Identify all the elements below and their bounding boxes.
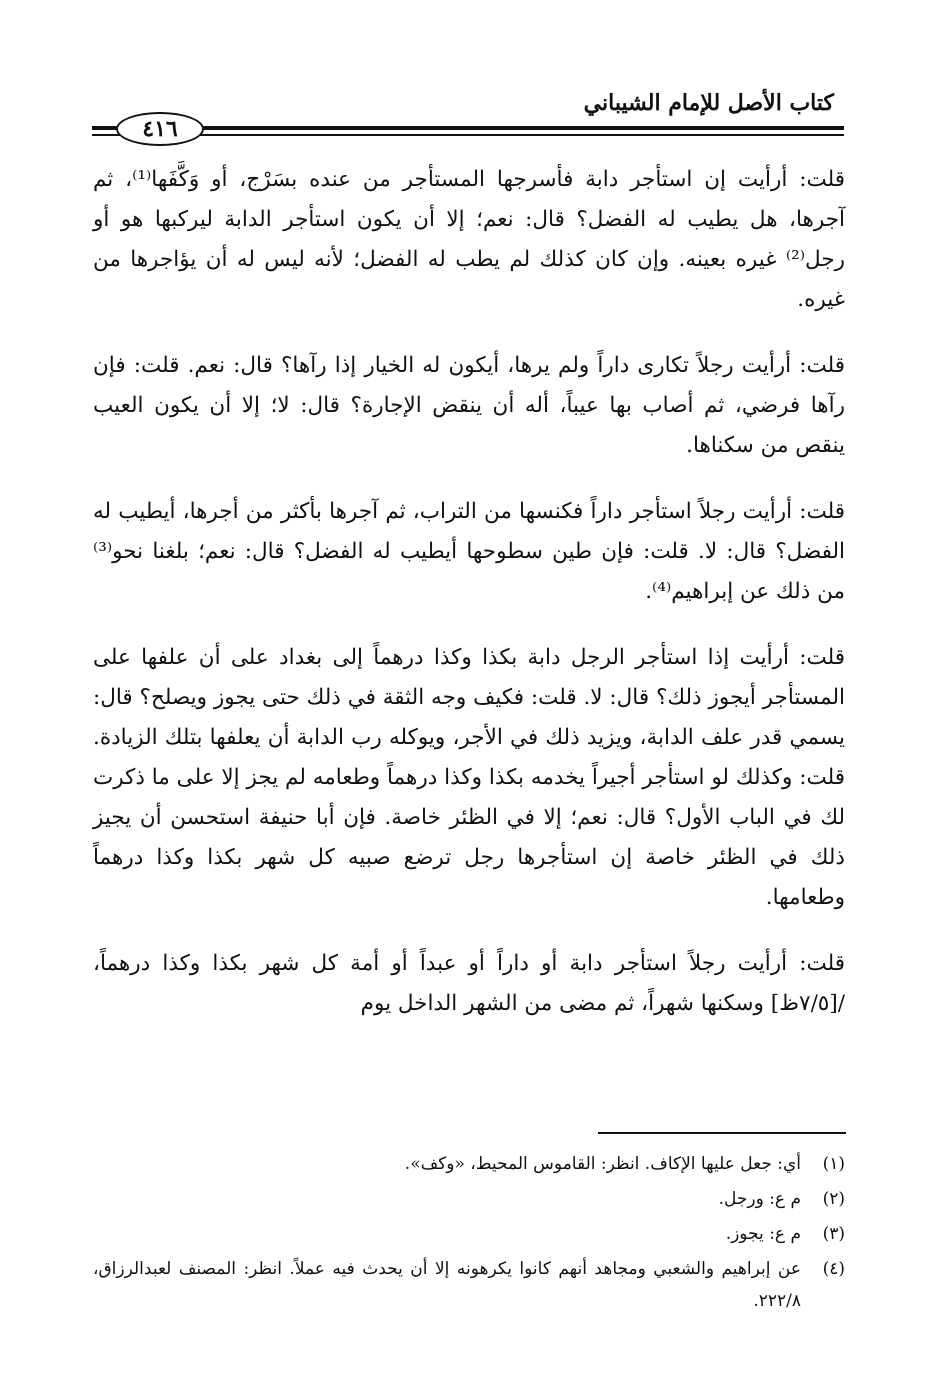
footnote-text: م ع: ورجل.: [718, 1189, 801, 1209]
footnote: [93, 1148, 845, 1180]
footnote: [93, 1218, 845, 1250]
running-title: كتاب الأصل للإمام الشيباني: [583, 90, 834, 116]
main-text: [93, 160, 845, 1050]
footnote-number: (٤): [822, 1259, 845, 1279]
footnote-text: م ع: يجوز.: [725, 1224, 801, 1244]
paragraph: قلت: أرأيت إذا استأجر الرجل دابة بكذا وكذا درهماً إلى بغداد على أن علفها على المستأجر أيجوز ذلك؟ قال: لا. قلت: فكيف وجه الثقة في ذلك حتى يجوز ويصلح؟ قال: يسمي قدر علف الدابة، ويزيد ذلك في الأجر، ويوكله رب الدابة أن يعلفها بتلك الزيادة. قلت: وكذلك لو استأجر أجيراً يخدمه بكذا وكذا درهماً وطعامه لم يجز إلا على ما ذكرت لك في الباب الأول؟ قال: نعم؛ إلا في الظئر خاصة. فإن أبا حنيفة استحسن أن يجيز ذلك في الظئر خاصة إن استأجرها رجل ترضع صبيه كل شهر بكذا وكذا درهماً وطعامها.: [93, 645, 845, 910]
footnote-number: (٢): [822, 1189, 845, 1209]
footnote-text: أي: جعل عليها الإكاف. انظر: القاموس المحيط، «وكف».: [404, 1154, 801, 1174]
footnote-separator: [598, 1132, 846, 1134]
page-number: ٤١٦: [116, 112, 204, 146]
page-header: [92, 88, 844, 152]
header-rule-thick: [92, 126, 844, 130]
footnotes: [93, 1148, 845, 1320]
footnote: [93, 1183, 845, 1215]
paragraph: قلت: أرأيت إن استأجر دابة فأسرجها المستأجر من عنده بسَرْج، أو وَكَّفَها⁽¹⁾، ثم آجرها، هل يطيب له الفضل؟ قال: نعم؛ إلا أن يكون استأجر الدابة ليركبها هو أو رجل⁽²⁾ غيره بعينه. وإن كان كذلك لم يطب له الفضل؛ لأنه ليس له أن يؤاجرها من غيره.: [93, 167, 845, 312]
paragraph: قلت: أرأيت رجلاً تكارى داراً ولم يرها، أيكون له الخيار إذا رآها؟ قال: نعم. قلت: فإن رآها فرضي، ثم أصاب بها عيباً، أله أن ينقض الإجارة؟ قال: لا؛ إلا أن يكون العيب ينقص من سكناها.: [93, 353, 845, 458]
footnote-number: (٣): [822, 1224, 845, 1244]
header-rule-thin: [92, 134, 844, 136]
paragraph: قلت: أرأيت رجلاً استأجر داراً فكنسها من التراب، ثم آجرها بأكثر من أجرها، أيطيب له الفضل؟ قال: لا. قلت: فإن طين سطوحها أيطيب له الفضل؟ قال: نعم؛ بلغنا نحو⁽³⁾ من ذلك عن إبراهيم⁽⁴⁾.: [93, 499, 845, 604]
footnote: [93, 1253, 845, 1317]
paragraph: قلت: أرأيت رجلاً استأجر دابة أو داراً أو عبداً أو أمة كل شهر بكذا وكذا درهماً، /[٧/٥ظ] وسكنها شهراً، ثم مضى من الشهر الداخل يوم: [93, 951, 845, 1016]
footnote-number: (١): [822, 1154, 845, 1174]
footnote-text: عن إبراهيم والشعبي ومجاهد أنهم كانوا يكرهونه إلا أن يحدث فيه عملاً. انظر: المصنف لعبدالرزاق، ٢٢٢/٨.: [93, 1259, 801, 1311]
